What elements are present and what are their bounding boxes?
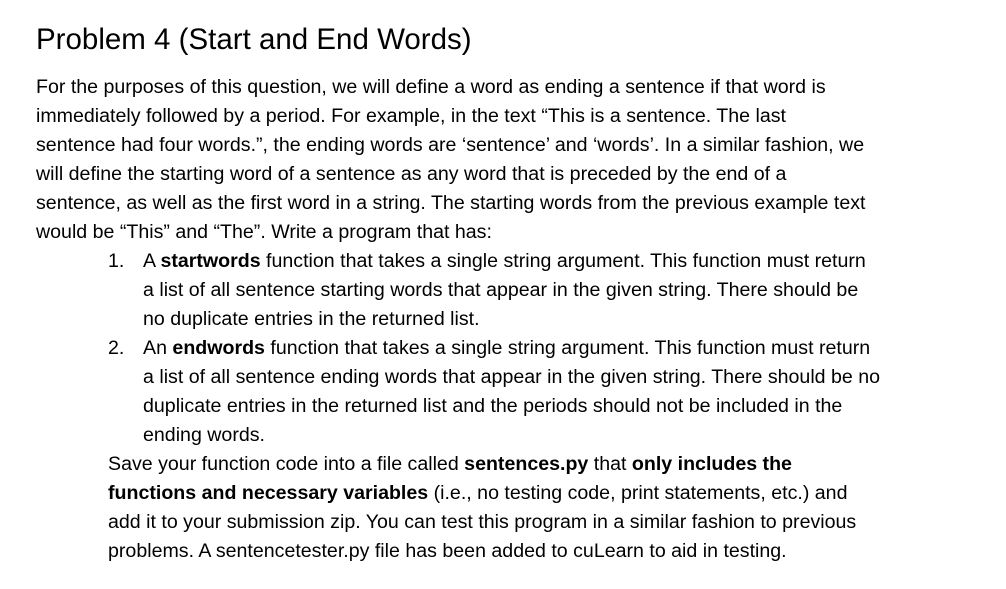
- list-item-text: A: [143, 250, 161, 272]
- intro-line: For the purposes of this question, we will define a word as ending a sentence if that word is: [36, 76, 826, 98]
- function-name-startwords: startwords: [160, 250, 261, 272]
- filename-sentences-py: sentences.py: [464, 453, 589, 475]
- intro-line: would be “This” and “The”. Write a program that has:: [36, 221, 492, 243]
- list-item-startwords: [0, 247, 1006, 334]
- intro-line: sentence had four words.”, the ending words are ‘sentence’ and ‘words’. In a similar fashion, we: [36, 134, 865, 156]
- intro-line: sentence, as well as the first word in a string. The starting words from the previous example text: [36, 192, 866, 214]
- save-line: add it to your submission zip. You can test this program in a similar fashion to previous: [108, 511, 857, 533]
- intro-line: will define the starting word of a sentence as any word that is preceded by the end of a: [36, 163, 787, 185]
- problem-title: Problem 4 (Start and End Words): [36, 23, 472, 56]
- list-item-line: [143, 247, 1006, 276]
- list-item-line: a list of all sentence ending words that appear in the given string. There should be no: [143, 366, 881, 388]
- list-item-number: 2.: [108, 337, 125, 359]
- list-item-endwords: [0, 334, 1006, 450]
- list-item-text: An: [143, 337, 173, 359]
- save-instructions: [108, 450, 998, 566]
- list-item-line: a list of all sentence starting words that appear in the given string. There should be: [143, 279, 859, 301]
- save-line: [108, 479, 998, 508]
- save-text: Save your function code into a file called: [108, 453, 465, 475]
- intro-paragraph: [36, 73, 996, 247]
- list-item-number: 1.: [108, 250, 125, 272]
- list-item-text: function that takes a single string argument. This function must return: [264, 337, 871, 359]
- save-line: [108, 450, 998, 479]
- requirements-list: [0, 247, 1006, 450]
- list-item-line: ending words.: [143, 424, 265, 446]
- save-line: problems. A sentencetester.py file has been added to cuLearn to aid in testing.: [108, 540, 787, 562]
- intro-line: immediately followed by a period. For example, in the text “This is a sentence. The last: [36, 105, 786, 127]
- emphasis-text: functions and necessary variables: [108, 482, 429, 504]
- emphasis-text: only includes the: [631, 453, 792, 475]
- list-item-line: [143, 334, 1006, 363]
- save-text: that: [588, 453, 632, 475]
- function-name-endwords: endwords: [172, 337, 265, 359]
- list-item-line: duplicate entries in the returned list and the periods should not be included in the: [143, 395, 843, 417]
- save-text: (i.e., no testing code, print statements, etc.) and: [428, 482, 848, 504]
- list-item-text: function that takes a single string argument. This function must return: [260, 250, 866, 272]
- list-item-line: no duplicate entries in the returned list.: [143, 308, 480, 330]
